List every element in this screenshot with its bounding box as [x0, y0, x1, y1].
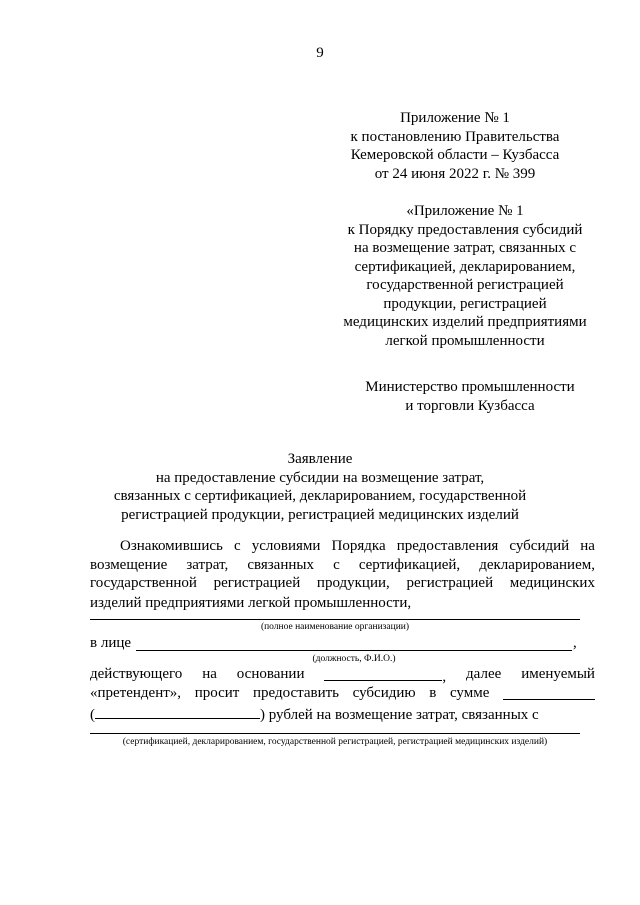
word: с	[233, 538, 241, 554]
intro-line	[90, 575, 595, 594]
word: «претендент»,	[90, 685, 182, 701]
paren-open: (	[90, 707, 95, 723]
procedure-header-line: медицинских изделий предприятиями	[343, 314, 587, 330]
claimant-line	[90, 685, 595, 704]
statement-title-line: связанных с сертификацией, декларированием, государственной	[113, 488, 527, 504]
word: далее	[466, 666, 502, 682]
word: на	[580, 538, 595, 554]
appendix-header-line: Кемеровской области – Кузбасса	[350, 147, 560, 163]
word: именуемый	[521, 666, 595, 682]
word: Ознакомившись	[120, 538, 223, 554]
word: Порядка	[331, 538, 386, 554]
amount-line-text: рублей на возмещение затрат, связанных с	[268, 707, 539, 723]
word: государственной	[90, 575, 197, 591]
procedure-header-line: государственной регистрацией	[366, 277, 564, 293]
intro-line	[90, 538, 595, 557]
addressee	[330, 378, 610, 415]
word: сертификацией,	[358, 556, 461, 573]
word: субсидий	[509, 538, 570, 554]
statement-title-line: регистрацией продукции, регистрацией медицинских изделий	[121, 506, 519, 523]
word: сумме	[449, 685, 490, 701]
amount-line	[90, 704, 595, 725]
word: регистрацией	[406, 575, 494, 591]
procedure-header-line: продукции, регистрацией	[383, 295, 547, 312]
caption-costs: (сертификацией, декларированием, государственной регистрацией, регистрацией медицинских изделий)	[122, 737, 548, 747]
caption-org: (полное наименование организации)	[260, 622, 410, 632]
word: затрат,	[186, 556, 229, 573]
appendix-header-line: к постановлению Правительства	[350, 128, 560, 145]
appendix-header-line: Приложение № 1	[400, 110, 510, 126]
appendix-header	[330, 109, 580, 183]
word: действующего	[90, 666, 183, 682]
word: просит	[194, 685, 240, 701]
procedure-header-line: легкой промышленности	[385, 332, 545, 349]
word: на	[202, 666, 217, 682]
word: предоставить	[252, 685, 340, 701]
word: продукции,	[316, 575, 390, 591]
caption-position: (должность, Ф.И.О.)	[312, 654, 396, 664]
paren-close: )	[260, 707, 265, 723]
word: медицинских	[509, 575, 595, 591]
in-person-line[interactable]	[136, 650, 572, 651]
word: предоставления	[396, 538, 499, 554]
acting-line	[90, 666, 595, 685]
statement-title-line: Заявление	[287, 451, 353, 467]
amount-blank[interactable]	[503, 685, 595, 700]
costs-type-line[interactable]	[90, 733, 580, 734]
word: условиями	[251, 538, 321, 554]
word: связанных	[247, 556, 314, 573]
procedure-header-line: к Порядку предоставления субсидий	[347, 221, 583, 238]
word: регистрацией	[213, 575, 301, 591]
intro-line	[90, 557, 595, 576]
addressee-line: и торговли Кузбасса	[405, 397, 535, 414]
org-name-line[interactable]	[90, 619, 580, 620]
basis-blank[interactable]	[324, 666, 442, 681]
word: субсидию	[352, 685, 416, 701]
intro-last-line: изделий предприятиями легкой промышленности,	[90, 594, 412, 611]
amount-words-blank[interactable]	[95, 704, 260, 719]
statement-title-line: на предоставление субсидии на возмещение затрат,	[155, 469, 485, 486]
word: основании	[236, 666, 305, 682]
page-number: 9	[316, 45, 324, 61]
appendix-header-line: от 24 июня 2022 г. № 399	[374, 165, 536, 182]
procedure-header-line: сертификацией, декларированием,	[354, 258, 576, 275]
procedure-header-line: на возмещение затрат, связанных с	[353, 240, 577, 256]
word: с	[333, 556, 340, 573]
in-person-comma: ,	[573, 635, 577, 651]
in-person-label: в лице	[90, 635, 132, 651]
word: ,	[442, 669, 447, 685]
statement-title	[0, 450, 640, 524]
word: возмещение	[90, 556, 168, 573]
word: в	[429, 685, 437, 701]
word: декларированием,	[479, 556, 595, 573]
intro-paragraph	[90, 538, 595, 612]
procedure-header	[330, 202, 600, 350]
procedure-header-line: «Приложение № 1	[406, 203, 524, 219]
addressee-line: Министерство промышленности	[365, 379, 575, 395]
